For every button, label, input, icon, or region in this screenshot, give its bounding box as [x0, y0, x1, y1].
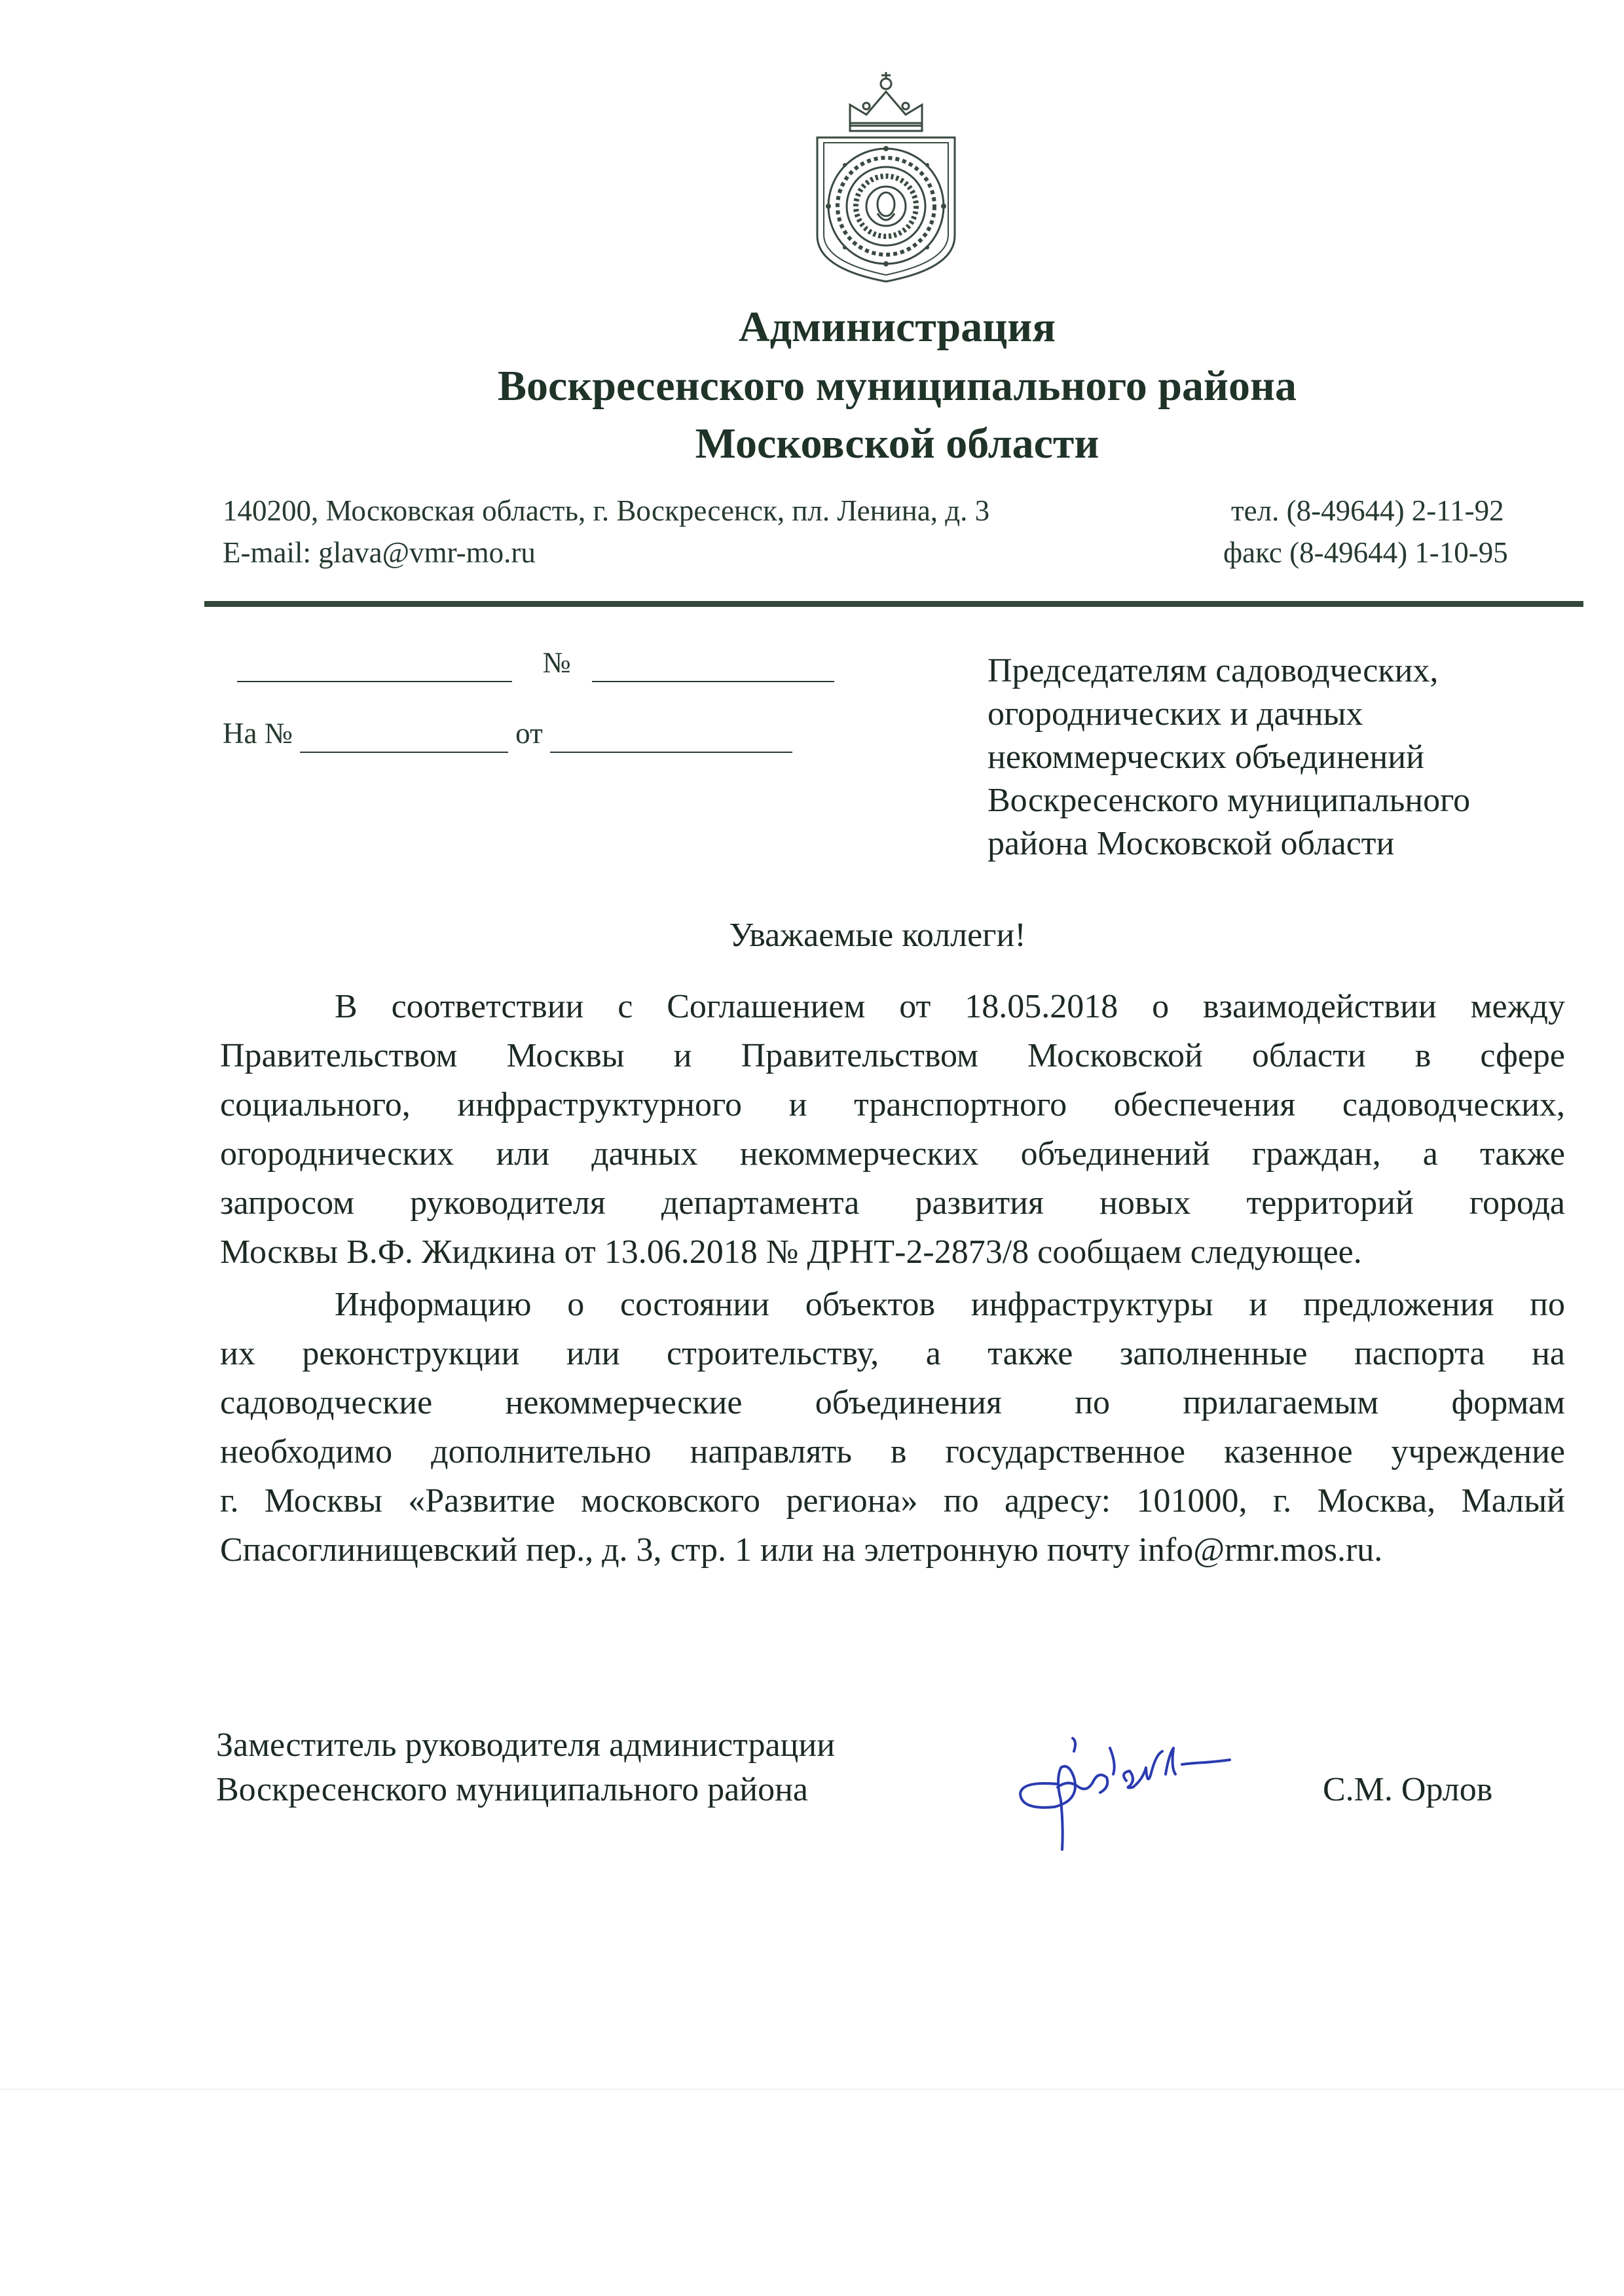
reply-reference-row	[223, 715, 792, 753]
organization-title-line2: Воскресенского муниципального района	[497, 362, 1297, 410]
reply-date-blank	[550, 715, 792, 753]
paragraph-line: огороднических или дачных некоммерческих объединений граждан, а также	[220, 1135, 1565, 1173]
addressee-line: района Московской области	[987, 825, 1395, 862]
signatory-position-line: Заместитель руководителя администрации	[216, 1726, 836, 1764]
fax-number: факс (8-49644) 1-10-95	[1223, 536, 1508, 569]
addressee-line: огороднических и дачных	[987, 695, 1363, 733]
email-address: E-mail: glava@vmr-mo.ru	[223, 536, 536, 569]
number-blank	[592, 644, 834, 682]
page-bottom-edge	[0, 2088, 1624, 2090]
paragraph-line: В соответствии с Соглашением от 18.05.2018 о взаимодействии между	[335, 988, 1565, 1025]
signatory-position-line: Воскресенского муниципального района	[216, 1771, 808, 1808]
header-divider	[204, 601, 1583, 607]
reply-number-blank	[300, 715, 508, 753]
body-paragraph-1	[220, 982, 1565, 1277]
paragraph-line: Москвы В.Ф. Жидкина от 13.06.2018 № ДРНТ-2-2873/8 сообщаем следующее.	[220, 1233, 1362, 1271]
addressee-block	[987, 649, 1564, 866]
paragraph-line: садоводческие некоммерческие объединения по прилагаемым формам	[220, 1384, 1565, 1421]
paragraph-line: их реконструкции или строительству, а также заполненные паспорта на	[220, 1335, 1565, 1372]
paragraph-line: Правительством Москвы и Правительством Московской области в сфере	[220, 1037, 1565, 1074]
signatory-name: С.М. Орлов	[1323, 1771, 1493, 1808]
body-paragraph-2	[220, 1280, 1565, 1575]
paragraph-line: Информацию о состоянии объектов инфраструктуры и предложения по	[335, 1286, 1565, 1323]
organization-title-line3: Московской области	[695, 420, 1099, 467]
signatory-position	[216, 1723, 835, 1812]
paragraph-line: социального, инфраструктурного и транспортного обеспечения садоводческих,	[220, 1086, 1565, 1123]
outgoing-number-row	[237, 644, 834, 682]
greeting: Уважаемые коллеги!	[729, 917, 1026, 954]
date-blank	[237, 644, 512, 682]
paragraph-line: Спасоглинищевский пер., д. 3, стр. 1 или на элетронную почту info@rmr.mos.ru.	[220, 1531, 1383, 1569]
paragraph-line: необходимо дополнительно направлять в государственное казенное учреждение	[220, 1433, 1565, 1470]
handwritten-signature	[995, 1702, 1283, 1853]
coat-of-arms-emblem	[804, 65, 968, 287]
addressee-line: Председателям садоводческих,	[987, 652, 1439, 689]
organization-title-line1: Администрация	[738, 303, 1056, 351]
paragraph-line: запросом руководителя департамента развития новых территорий города	[220, 1184, 1565, 1222]
postal-address: 140200, Московская область, г. Воскресенск, пл. Ленина, д. 3	[223, 494, 990, 527]
phone-number: тел. (8-49644) 2-11-92	[1231, 494, 1504, 527]
reply-prefix-label: На №	[223, 717, 293, 750]
from-label: от	[515, 717, 543, 750]
paragraph-line: г. Москвы «Развитие московского региона» по адресу: 101000, г. Москва, Малый	[220, 1482, 1565, 1520]
addressee-line: Воскресенского муниципального	[987, 782, 1471, 819]
number-sign: №	[542, 646, 571, 679]
addressee-line: некоммерческих объединений	[987, 738, 1424, 776]
